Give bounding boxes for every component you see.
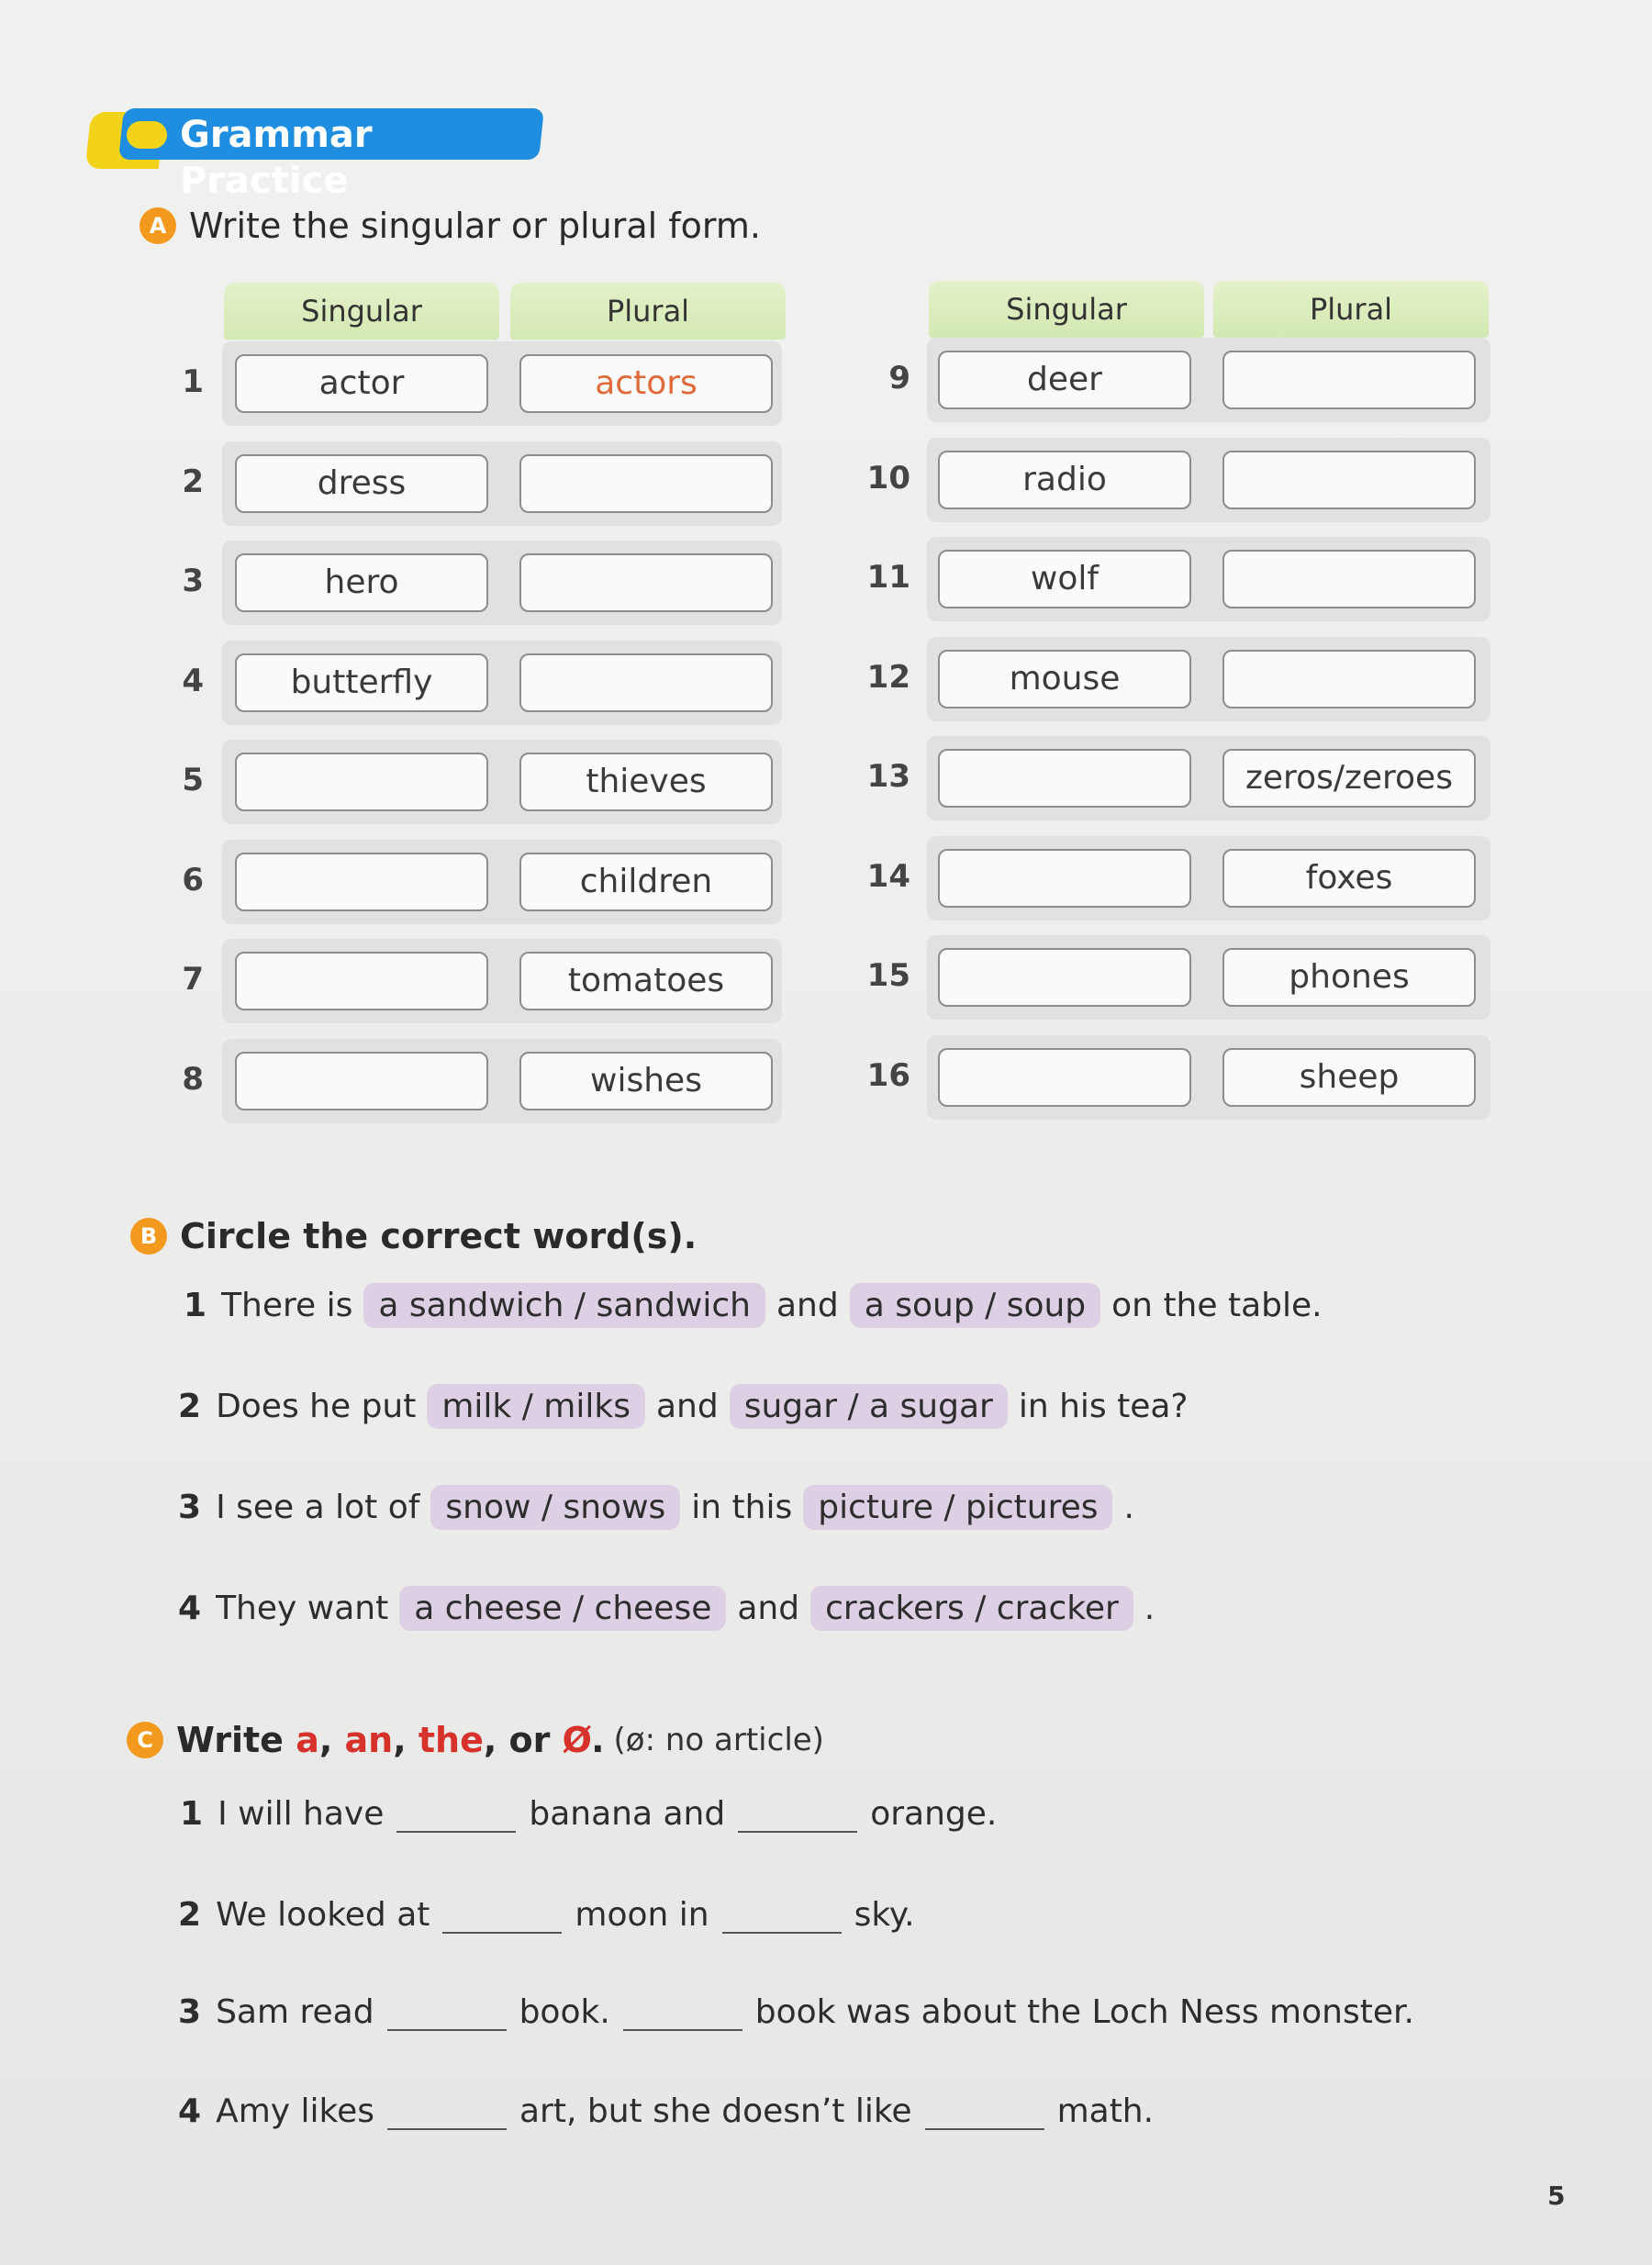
singular-field[interactable] [938,849,1191,908]
b-item-text: in this [691,1489,793,1526]
row-number: 13 [866,758,910,795]
plural-field: foxes [1222,849,1476,908]
c-item-text: We looked at [216,1896,430,1934]
comma: , [393,1720,407,1760]
section-a-instruction: Write the singular or plural form. [189,206,761,246]
row-number: 14 [866,857,910,895]
c-item-number: 4 [178,2092,202,2130]
section-tag [88,108,547,202]
c-item [178,1896,915,1934]
right-plural-header: Plural [1213,281,1489,338]
section-a-header [140,206,761,246]
plural-field[interactable]: actors [519,354,773,413]
answer-blank[interactable] [722,1906,842,1934]
answer-blank[interactable] [387,2103,507,2130]
singular-field: butterfly [235,653,488,712]
b-item-number: 4 [178,1590,202,1627]
section-c-badge: C [127,1722,163,1758]
plural-field: wishes [519,1052,773,1110]
answer-blank[interactable] [442,1906,562,1934]
b-item [178,1586,1155,1631]
section-b-badge: B [130,1218,167,1255]
row-number: 5 [182,762,204,798]
singular-field: wolf [938,550,1191,608]
c-item-text: moon in [575,1896,709,1934]
answer-blank[interactable] [623,2003,742,2031]
b-item-text: and [655,1388,719,1425]
page-number: 5 [1547,2181,1566,2211]
comma: , [318,1720,333,1760]
article-a: a [296,1720,319,1760]
instruction-write: Write [176,1720,284,1760]
b-item-text: . [1123,1489,1134,1526]
singular-field: deer [938,351,1191,409]
c-item-number: 3 [178,1993,202,2031]
tag-dot-icon [127,121,167,149]
answer-blank[interactable] [925,2103,1044,2130]
b-choice[interactable]: a sandwich / sandwich [363,1283,765,1328]
b-item-text: on the table. [1111,1287,1323,1324]
c-item-number: 2 [178,1896,202,1934]
singular-field[interactable] [235,853,488,911]
b-item-number: 2 [178,1388,202,1425]
b-choice[interactable]: picture / pictures [803,1485,1112,1530]
row-number: 15 [866,957,910,994]
c-item-text: math. [1056,2092,1155,2130]
answer-blank[interactable] [738,1805,857,1833]
section-a-badge: A [140,207,176,244]
plural-field: zeros/zeroes [1222,749,1476,808]
plural-field[interactable] [1222,351,1476,409]
c-item-text: Sam read [216,1993,374,2031]
plural-field: thieves [519,753,773,811]
b-item-text: Does he put [216,1388,417,1425]
row-number: 12 [866,658,910,696]
row-number: 10 [866,459,910,497]
b-item-number: 1 [184,1287,207,1324]
row-number: 1 [182,363,204,400]
b-choice[interactable]: milk / milks [427,1384,645,1429]
singular-field: radio [938,451,1191,509]
plural-field: sheep [1222,1048,1476,1107]
plural-field[interactable] [1222,550,1476,608]
c-item [178,1993,1414,2031]
plural-field: tomatoes [519,952,773,1010]
c-item-text: banana and [529,1795,726,1833]
section-b-instruction: Circle the correct word(s). [180,1216,698,1256]
c-item-number: 1 [180,1795,204,1833]
c-item-text: Amy likes [216,2092,374,2130]
plural-field: phones [1222,948,1476,1007]
row-number: 2 [182,463,204,500]
b-choice[interactable]: snow / snows [430,1485,680,1530]
c-item-text: book. [519,1993,610,2031]
singular-field[interactable] [235,753,488,811]
b-choice[interactable]: a cheese / cheese [399,1586,726,1631]
row-number: 16 [866,1056,910,1094]
plural-field[interactable] [1222,451,1476,509]
plural-field: children [519,853,773,911]
plural-field[interactable] [519,653,773,712]
plural-field[interactable] [1222,650,1476,709]
b-choice[interactable]: crackers / cracker [810,1586,1133,1631]
plural-field[interactable] [519,454,773,513]
b-choice[interactable]: a soup / soup [850,1283,1100,1328]
singular-field: hero [235,553,488,612]
b-item-text: . [1144,1590,1155,1627]
b-item [178,1485,1134,1530]
c-item-text: I will have [218,1795,385,1833]
b-item-text: and [737,1590,800,1627]
row-number: 8 [182,1060,204,1098]
row-number: 11 [866,559,910,596]
article-an: an [344,1720,394,1760]
singular-field[interactable] [938,948,1191,1007]
singular-field[interactable] [235,952,488,1010]
or-text: , or [483,1720,551,1760]
section-c-note: (ø: no article) [613,1722,824,1758]
row-number: 9 [888,360,910,396]
left-singular-header: Singular [224,283,499,340]
row-number: 7 [182,961,204,998]
b-item-text: and [776,1287,839,1324]
c-item-text: art, but she doesn’t like [519,2092,912,2130]
plural-field[interactable] [519,553,773,612]
section-c-header [127,1720,824,1760]
row-number: 3 [182,563,204,599]
singular-field[interactable] [938,749,1191,808]
c-item-text: orange. [870,1795,998,1833]
singular-field[interactable] [938,1048,1191,1107]
singular-field[interactable] [235,1052,488,1110]
c-item-text: book was about the Loch Ness monster. [754,1993,1414,2031]
b-item [184,1283,1323,1328]
b-item-text: in his tea? [1018,1388,1189,1425]
singular-field: mouse [938,650,1191,709]
row-number: 6 [182,861,204,898]
row-number: 4 [182,662,204,699]
b-item-text: I see a lot of [216,1489,420,1526]
b-item [178,1384,1189,1429]
answer-blank[interactable] [387,2003,507,2031]
period: . [591,1720,605,1760]
b-item-text: They want [216,1590,389,1627]
b-choice[interactable]: sugar / a sugar [730,1384,1008,1429]
right-singular-header: Singular [929,281,1204,338]
b-item-number: 3 [178,1489,202,1526]
singular-field: dress [235,454,488,513]
c-item-text: sky. [854,1896,915,1934]
section-b-header [130,1216,697,1256]
article-the: the [418,1720,484,1760]
b-item-text: There is [221,1287,353,1324]
singular-field: actor [235,354,488,413]
c-item [180,1795,997,1833]
section-c-instruction [176,1720,605,1760]
left-plural-header: Plural [510,283,786,340]
c-item [178,2092,1154,2130]
zero-article-symbol: Ø [562,1720,592,1760]
page-title: Grammar Practice [180,114,373,202]
answer-blank[interactable] [396,1805,516,1833]
